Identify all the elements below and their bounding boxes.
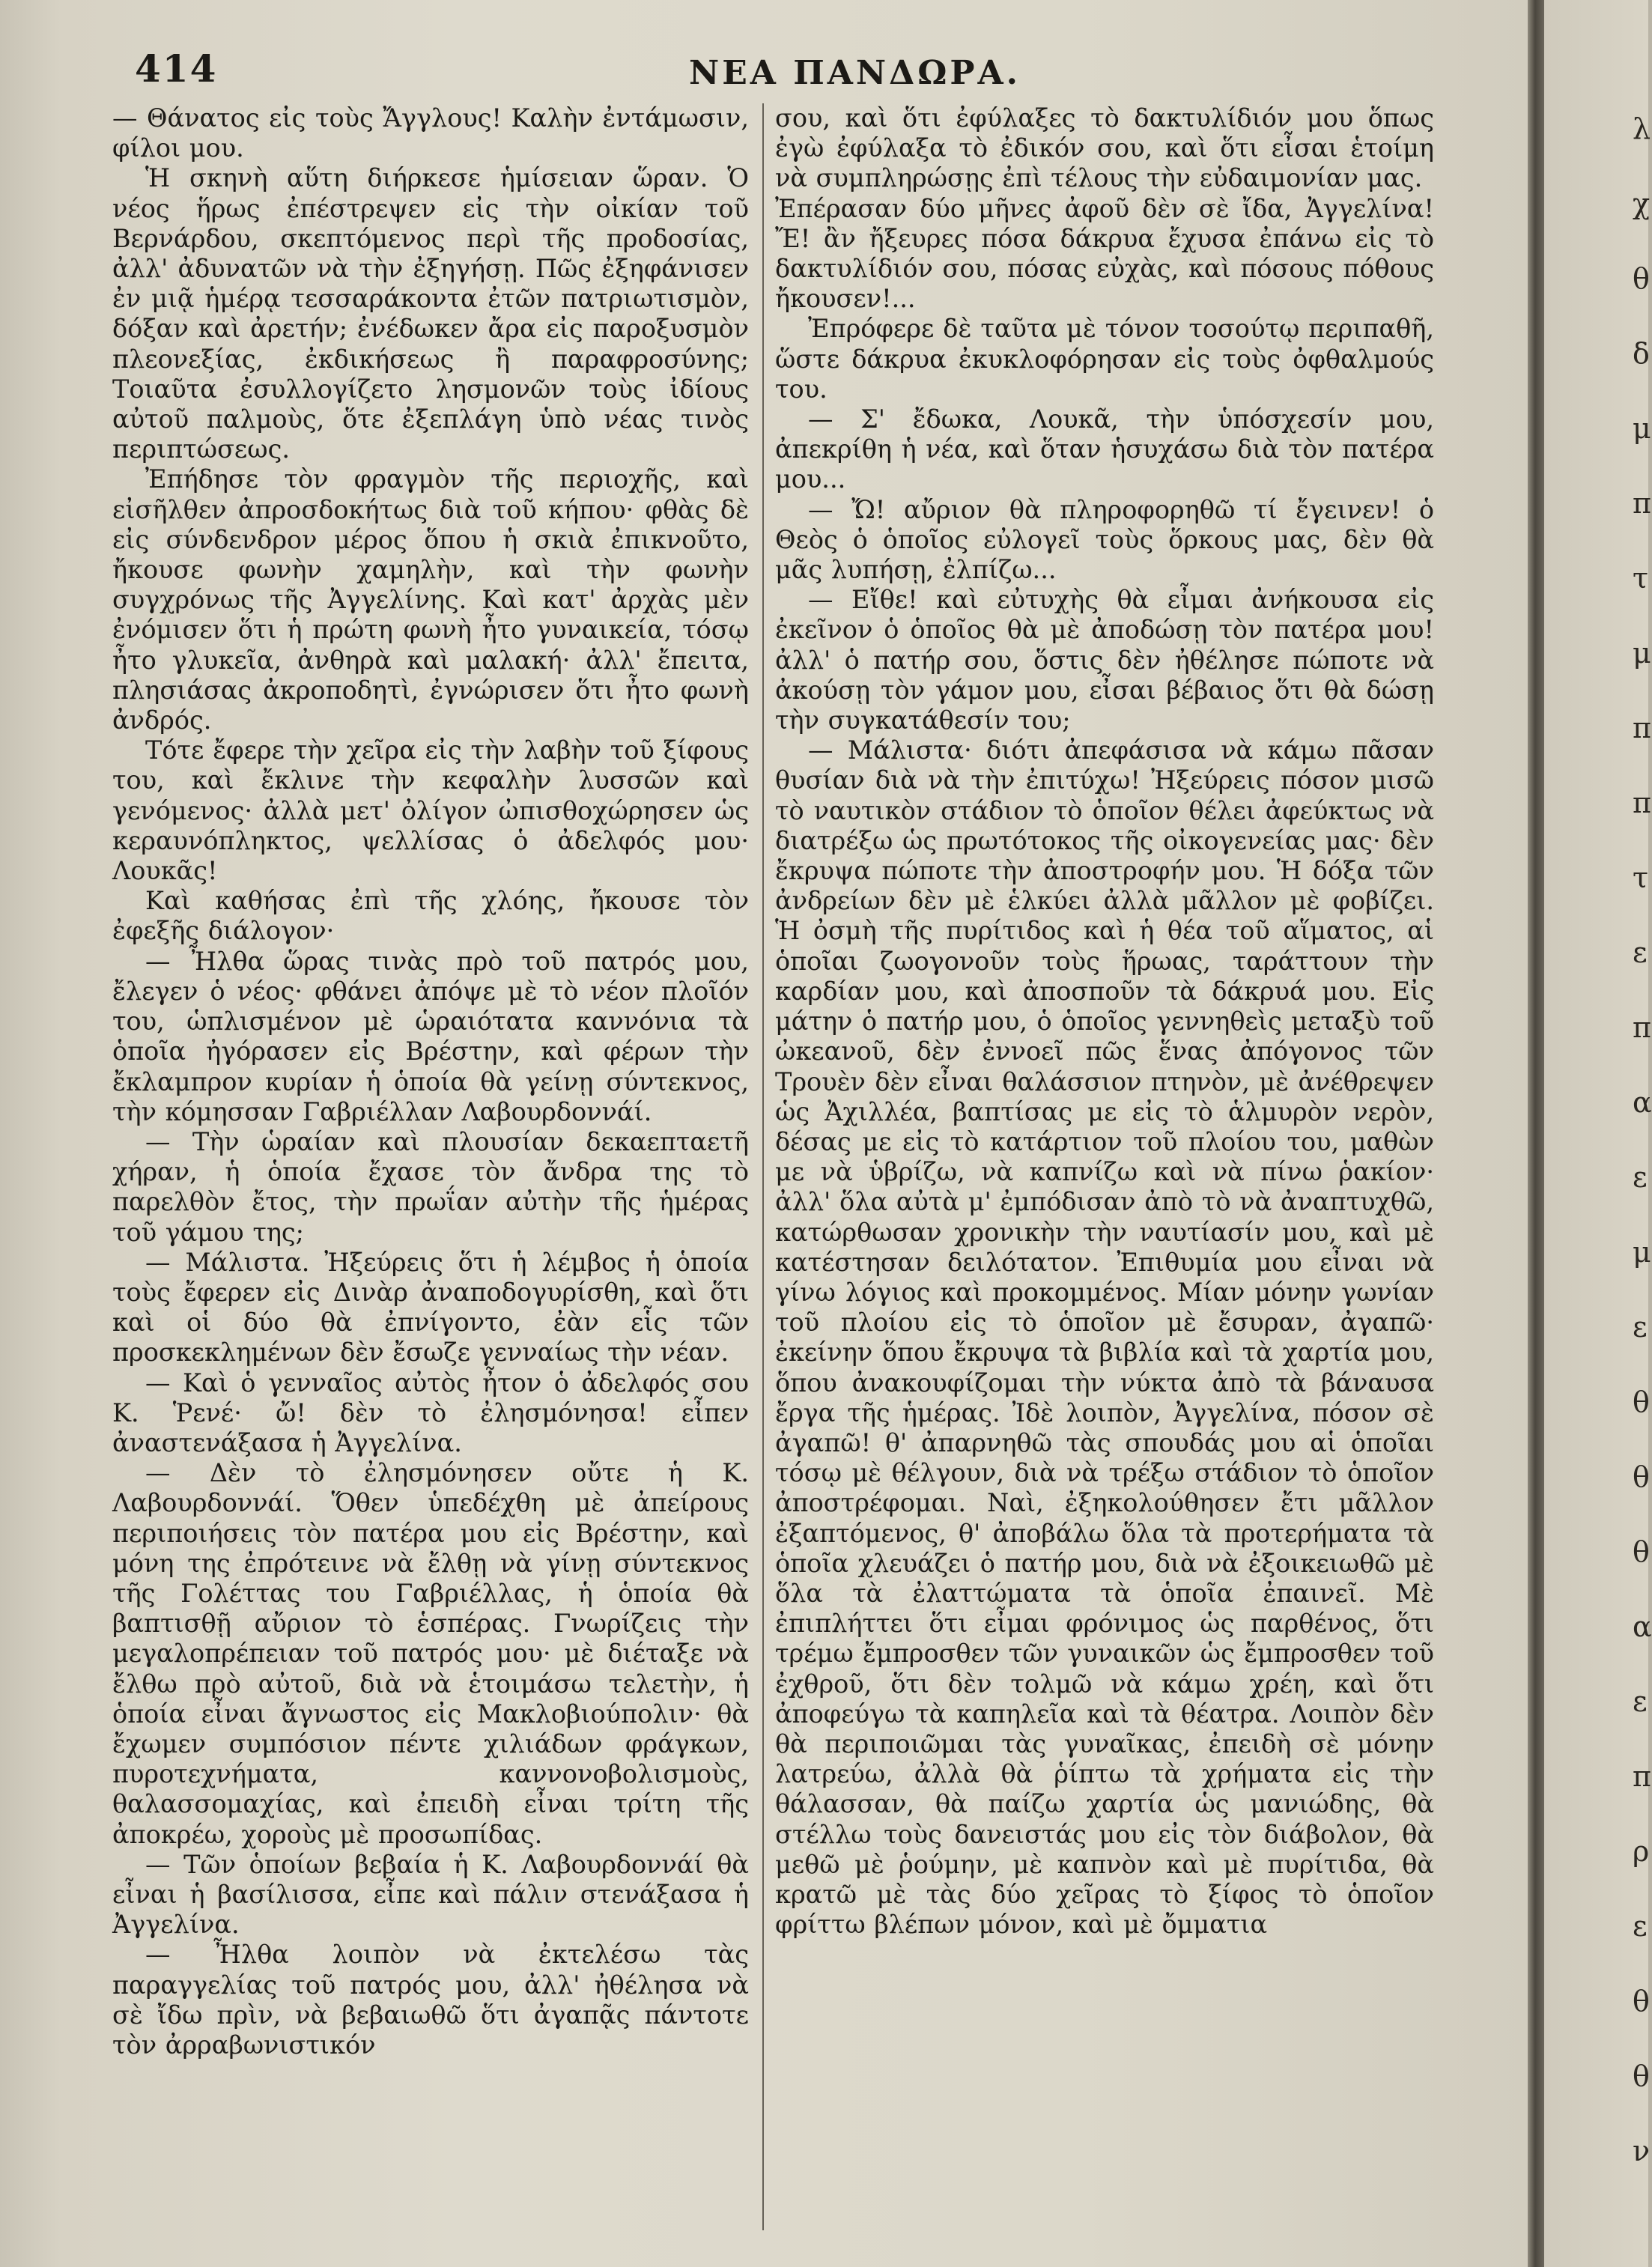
adjacent-page-edge [1544, 0, 1652, 2267]
next-page-fragment: ρ [1633, 1835, 1650, 1868]
next-page-fragment: θ [1633, 1535, 1650, 1568]
paragraph: — Ὤ! αὔριον θὰ πληροφορηθῶ τί ἔγεινεν! ὁ Θεὸς ὁ ὁποῖος εὐλογεῖ τοὺς ὅρκους μας, δὲν θὰ μᾶς λυπήσῃ, ἐλπίζω... [775, 494, 1434, 585]
right-column [775, 103, 1434, 2238]
paragraph: — Δὲν τὸ ἐλησμόνησεν οὔτε ἡ Κ. Λαβουρδοννάί. Ὅθεν ὑπεδέχθη μὲ ἀπείρους περιποιήσεις τὸν πατέρα μου εἰς Βρέστην, καὶ μόνη της ἐπρότεινε νὰ ἔλθῃ νὰ γίνῃ σύντεκνος τῆς Γολέττας του Γαβριέλλας, ἡ ὁποία θὰ βαπτισθῇ αὔριον τὸ ἑσπέρας. Γνωρίζεις τὴν μεγαλοπρέπειαν τοῦ πατρός μου· μὲ διέταξε νὰ ἔλθω πρὸ αὐτοῦ, διὰ νὰ ἑτοιμάσω τελετὴν, ἡ ὁποία εἶναι ἄγνωστος εἰς Μακλοβιούπολιν· θὰ ἔχωμεν συμπόσιον πέντε χιλιάδων φράγκων, πυροτεχνήματα, καννονοβολισμοὺς, θαλασσομαχίας, καὶ ἐπειδὴ εἶναι τρίτη τῆς ἀποκρέω, χοροὺς μὲ προσωπίδας. [112, 1458, 749, 1849]
next-page-fragment: χ [1633, 187, 1651, 220]
next-page-fragment: α [1633, 1610, 1652, 1643]
paragraph: — Καὶ ὁ γενναῖος αὐτὸς ἦτον ὁ ἀδελφός σου Κ. Ῥενέ· ὤ! δὲν τὸ ἐλησμόνησα! εἶπεν ἀναστενάξασα ἡ Ἀγγελίνα. [112, 1368, 749, 1457]
next-page-fragment: θ [1633, 1460, 1650, 1493]
running-head-title: ΝΕΑ ΠΑΝΔΩΡΑ. [689, 54, 1021, 92]
paragraph: — Σ' ἔδωκα, Λουκᾶ, τὴν ὑπόσχεσίν μου, ἀπεκρίθη ἡ νέα, καὶ ὅταν ἡσυχάσω διὰ τὸν πατέρα μου... [775, 404, 1434, 494]
paragraph: — Ἦλθα λοιπὸν νὰ ἐκτελέσω τὰς παραγγελίας τοῦ πατρός μου, ἀλλ' ἠθέλησα νὰ σὲ ἴδω πρὶν, νὰ βεβαιωθῶ ὅτι ἀγαπᾷς πάντοτε τὸν ἀρραβωνιστικόν [112, 1940, 749, 2060]
next-page-fragment: π [1633, 1011, 1651, 1044]
next-page-fragment: ε [1633, 1910, 1648, 1943]
paragraph: — Μάλιστα· διότι ἀπεφάσισα νὰ κάμω πᾶσαν θυσίαν διὰ νὰ τὴν ἐπιτύχω! Ἠξεύρεις πόσον μισῶ τὸ ναυτικὸν στάδιον τὸ ὁποῖον θέλει ἀφεύκτως νὰ διατρέξω ὡς πρωτότοκος τῆς οἰκογενείας μας· δὲν ἔκρυψα πώποτε τὴν ἀποστροφήν μου. Ἡ δόξα τῶν ἀνδρείων δὲν μὲ ἑλκύει ἀλλὰ μᾶλλον μὲ φοβίζει. Ἡ ὀσμὴ τῆς πυρίτιδος καὶ ἡ θέα τοῦ αἵματος, αἱ ὁποῖαι ζωογονοῦν τοὺς ἥρωας, ταράττουν τὴν καρδίαν μου, καὶ ἀποσποῦν τὰ δάκρυά μου. Εἰς μάτην ὁ πατήρ μου, ὁ ὁποῖος γεννηθεὶς μεταξὺ τοῦ ὠκεανοῦ, δὲν ἐννοεῖ πῶς ἕνας ἀπόγονος τῶν Τρουὲν δὲν εἶναι θαλάσσιον πτηνὸν, μὲ ἀνέθρεψεν ὡς Ἀχιλλέα, βαπτίσας με εἰς τὸ ἁλμυρὸν νερὸν, δέσας με εἰς τὸ κατάρτιον τοῦ πλοίου του, μαθὼν με νὰ ὑβρίζω, νὰ καπνίζω καὶ νὰ πίνω ῥακίον· ἀλλ' ὅλα αὐτὰ μ' ἐμπόδισαν ἀπὸ τὸ νὰ ἀναπτυχθῶ, κατώρθωσαν χρονικὴν τὴν ναυτίασίν μου, καὶ μὲ κατέστησαν δειλότατον. Ἐπιθυμία μου εἶναι νὰ γίνω λόγιος καὶ προκομμένος. Μίαν μόνην γωνίαν τοῦ πλοίου εἰς τὸ ὁποῖον μὲ ἔσυραν, ἀγαπῶ· ἐκείνην ὅπου ἔκρυψα τὰ βιβλία καὶ τὰ χαρτία μου, ὅπου ἀνακουφίζομαι τὴν νύκτα ἀπὸ τὰ βάναυσα ἔργα τῆς ἡμέρας. Ἰδὲ λοιπὸν, Ἀγγελίνα, πόσον σὲ ἀγαπῶ! θ' ἀπαρνηθῶ τὰς σπουδάς μου αἱ ὁποῖαι τόσῳ μὲ θέλγουν, διὰ νὰ τρέξω στάδιον τὸ ὁποῖον ἀποστρέφομαι. Ναὶ, ἐξηκολούθησεν ἔτι μᾶλλον ἐξαπτόμενος, θ' ἀποβάλω ὅλα τὰ προτερήματα τὰ ὁποῖα χλευάζει ὁ πατήρ μου, διὰ νὰ ἐξοικειωθῶ μὲ ὅλα τὰ ἐλαττώματα τὰ ὁποῖα ἐπαινεῖ. Μὲ ἐπιπλήττει ὅτι εἶμαι φρόνιμος ὡς παρθένος, ὅτι τρέμω ἔμπροσθεν τῶν γυναικῶν ὡς ἔμπροσθεν τοῦ ἐχθροῦ, ὅτι δὲν τολμῶ νὰ κάμω χρέη, καὶ ὅτι ἀποφεύγω τὰ καπηλεῖα καὶ τὰ θέατρα. Λοιπὸν δὲν θὰ περιποιῶμαι τὰς γυναῖκας, ἐπειδὴ σὲ μόνην λατρεύω, ἀλλὰ θὰ ῥίπτω τὰ χρήματα εἰς τὴν θάλασσαν, θὰ παίζω χαρτία ὡς μανιώδης, θὰ στέλλω τοὺς δανειστάς μου εἰς τὸν διάβολον, θὰ μεθῶ μὲ ῥούμην, μὲ καπνὸν καὶ μὲ πυρίτιδα, θὰ κρατῶ μὲ τὰς δύο χεῖρας τὸ ξίφος τὸ ὁποῖον φρίττω βλέπων μόνον, καὶ μὲ ὄμματια [775, 735, 1434, 1940]
paragraph: Ἐπήδησε τὸν φραγμὸν τῆς περιοχῆς, καὶ εἰσῆλθεν ἀπροσδοκήτως διὰ τοῦ κήπου· φθὰς δὲ εἰς σύνδενδρον μέρος ὅπου ἡ σκιὰ ἐπικνοῦτο, ἤκουσε φωνὴν χαμηλὴν, καὶ τὴν φωνὴν συγχρόνως τῆς Ἀγγελίνης. Καὶ κατ' ἀρχὰς μὲν ἐνόμισεν ὅτι ἡ πρώτη φωνὴ ἦτο γυναικεία, τόσῳ ἦτο γλυκεῖα, ἀνθηρὰ καὶ μαλακή· ἀλλ' ἔπειτα, πλησιάσας ἀκροποδητὶ, ἐγνώρισεν ὅτι ἦτο φωνὴ ἀνδρός. [112, 464, 749, 735]
paragraph: — Εἴθε! καὶ εὐτυχὴς θὰ εἶμαι ἀνήκουσα εἰς ἐκεῖνον ὁ ὁποῖος θὰ μὲ ἀποδώσῃ τὸν πατέρα μου! ἀλλ' ὁ πατήρ σου, ὅστις δὲν ἠθέλησε πώποτε νὰ ἀκούσῃ τὸν γάμον μου, εἶσαι βέβαιος ὅτι θὰ δώσῃ τὴν συγκατάθεσίν του; [775, 585, 1434, 735]
paragraph: — Μάλιστα. Ἠξεύρεις ὅτι ἡ λέμβος ἡ ὁποία τοὺς ἔφερεν εἰς Δινὰρ ἀναποδογυρίσθη, καὶ ὅτι καὶ οἱ δύο θὰ ἐπνίγοντο, ἐὰν εἷς τῶν προσκεκλημένων δὲν ἔσωζε γενναίως τὴν νέαν. [112, 1247, 749, 1368]
paragraph: Ἐπέρασαν δύο μῆνες ἀφοῦ δὲν σὲ ἴδα, Ἀγγελίνα! Ἔ! ἂν ἤξευρες πόσα δάκρυα ἔχυσα ἐπάνω εἰς τὸ δακτυλίδιόν σου, πόσας εὐχὰς, καὶ πόσους πόθους ἤκουσεν!... [775, 193, 1434, 314]
next-page-fragment: λ [1633, 112, 1651, 145]
next-page-fragment: ε [1633, 936, 1648, 969]
next-page-fragment: π [1633, 711, 1651, 744]
page-number: 414 [135, 46, 218, 91]
paragraph: Καὶ καθήσας ἐπὶ τῆς χλόης, ἤκουσε τὸν ἐφεξῆς διάλογον· [112, 886, 749, 946]
next-page-fragment: δ [1633, 337, 1650, 370]
next-page-fragment: θ [1633, 2060, 1650, 2093]
book-gutter [1528, 0, 1544, 2267]
next-page-fragment: θ [1633, 1985, 1650, 2018]
next-page-fragment: α [1633, 1086, 1652, 1119]
left-column [112, 103, 749, 2238]
paragraph: Ἐπρόφερε δὲ ταῦτα μὲ τόνον τοσούτῳ περιπαθῆ, ὥστε δάκρυα ἐκυκλοφόρησαν εἰς τοὺς ὀφθαλμούς του. [775, 314, 1434, 404]
next-page-fragment: θ [1633, 1386, 1650, 1418]
next-page-fragment: π [1633, 786, 1651, 819]
next-page-fragment: μ [1633, 637, 1651, 670]
paragraph: — Τὴν ὡραίαν καὶ πλουσίαν δεκαεπταετῆ χήραν, ἡ ὁποία ἔχασε τὸν ἄνδρα της τὸ παρελθὸν ἔτος, τὴν πρωΐαν αὐτὴν τῆς ἡμέρας τοῦ γάμου της; [112, 1126, 749, 1247]
next-page-fragment: μ [1633, 1236, 1651, 1269]
next-page-fragment: π [1633, 487, 1651, 520]
next-page-fragment: ε [1633, 1311, 1648, 1344]
column-divider [762, 103, 764, 2230]
next-page-fragment: ν [1633, 2134, 1651, 2167]
next-page-fragment: ε [1633, 1161, 1648, 1194]
next-page-fragment: ε [1633, 1685, 1648, 1718]
paragraph: — Ἦλθα ὥρας τινὰς πρὸ τοῦ πατρός μου, ἔλεγεν ὁ νέος· φθάνει ἀπόψε μὲ τὸ νέον πλοῖόν του, ὡπλισμένον μὲ ὡραιότατα καννόνια τὰ ὁποῖα ἠγόρασεν εἰς Βρέστην, καὶ φέρων τὴν ἔκλαμπρον κυρίαν ἡ ὁποία θὰ γείνῃ σύντεκνος, τὴν κόμησσαν Γαβριέλλαν Λαβουρδοννάί. [112, 946, 749, 1126]
next-page-fragment: μ [1633, 412, 1651, 445]
paragraph: Τότε ἔφερε τὴν χεῖρα εἰς τὴν λαβὴν τοῦ ξίφους του, καὶ ἔκλινε τὴν κεφαλὴν λυσσῶν καὶ γενόμενος· ἀλλὰ μετ' ὀλίγον ὠπισθοχώρησεν ὡς κεραυνόπληκτος, ψελλίσας ὁ ἀδελφός μου· Λουκᾶς! [112, 735, 749, 886]
paragraph: — Θάνατος εἰς τοὺς Ἄγγλους! Καλὴν ἐντάμωσιν, φίλοι μου. [112, 103, 749, 163]
next-page-fragment: π [1633, 1760, 1651, 1793]
paragraph: — Τῶν ὁποίων βεβαία ἡ Κ. Λαβουρδοννάί θὰ εἶναι ἡ βασίλισσα, εἶπε καὶ πάλιν στενάξασα ἡ Ἀγγελίνα. [112, 1849, 749, 1940]
paragraph: Ἡ σκηνὴ αὕτη διήρκεσε ἡμίσειαν ὥραν. Ὁ νέος ἥρως ἐπέστρεψεν εἰς τὴν οἰκίαν τοῦ Βερνάρδου, σκεπτόμενος περὶ τῆς προδοσίας, ἀλλ' ἀδυνατῶν νὰ τὴν ἐξηγήσῃ. Πῶς ἐξηφάνισεν ἐν μιᾷ ἡμέρᾳ τεσσαράκοντα ἐτῶν πατριωτισμὸν, δόξαν καὶ ἀρετήν; ἐνέδωκεν ἄρα εἰς παροξυσμὸν πλεονεξίας, ἐκδικήσεως ἢ παραφροσύνης; Τοιαῦτα ἐσυλλογίζετο λησμονῶν τοὺς ἰδίους αὐτοῦ παλμοὺς, ὅτε ἐξεπλάγη ὑπὸ νέας τινὸς περιπτώσεως. [112, 163, 749, 464]
paragraph: σου, καὶ ὅτι ἐφύλαξες τὸ δακτυλίδιόν μου ὅπως ἐγὼ ἐφύλαξα τὸ ἐδικόν σου, καὶ ὅτι εἶσαι ἑτοίμη νὰ συμπληρώσῃς ἐπὶ τέλους τὴν εὐδαιμονίαν μας. [775, 103, 1434, 193]
next-page-fragment: θ [1633, 262, 1650, 295]
next-page-fragment: τ [1633, 861, 1649, 894]
next-page-fragment: τ [1633, 562, 1649, 595]
